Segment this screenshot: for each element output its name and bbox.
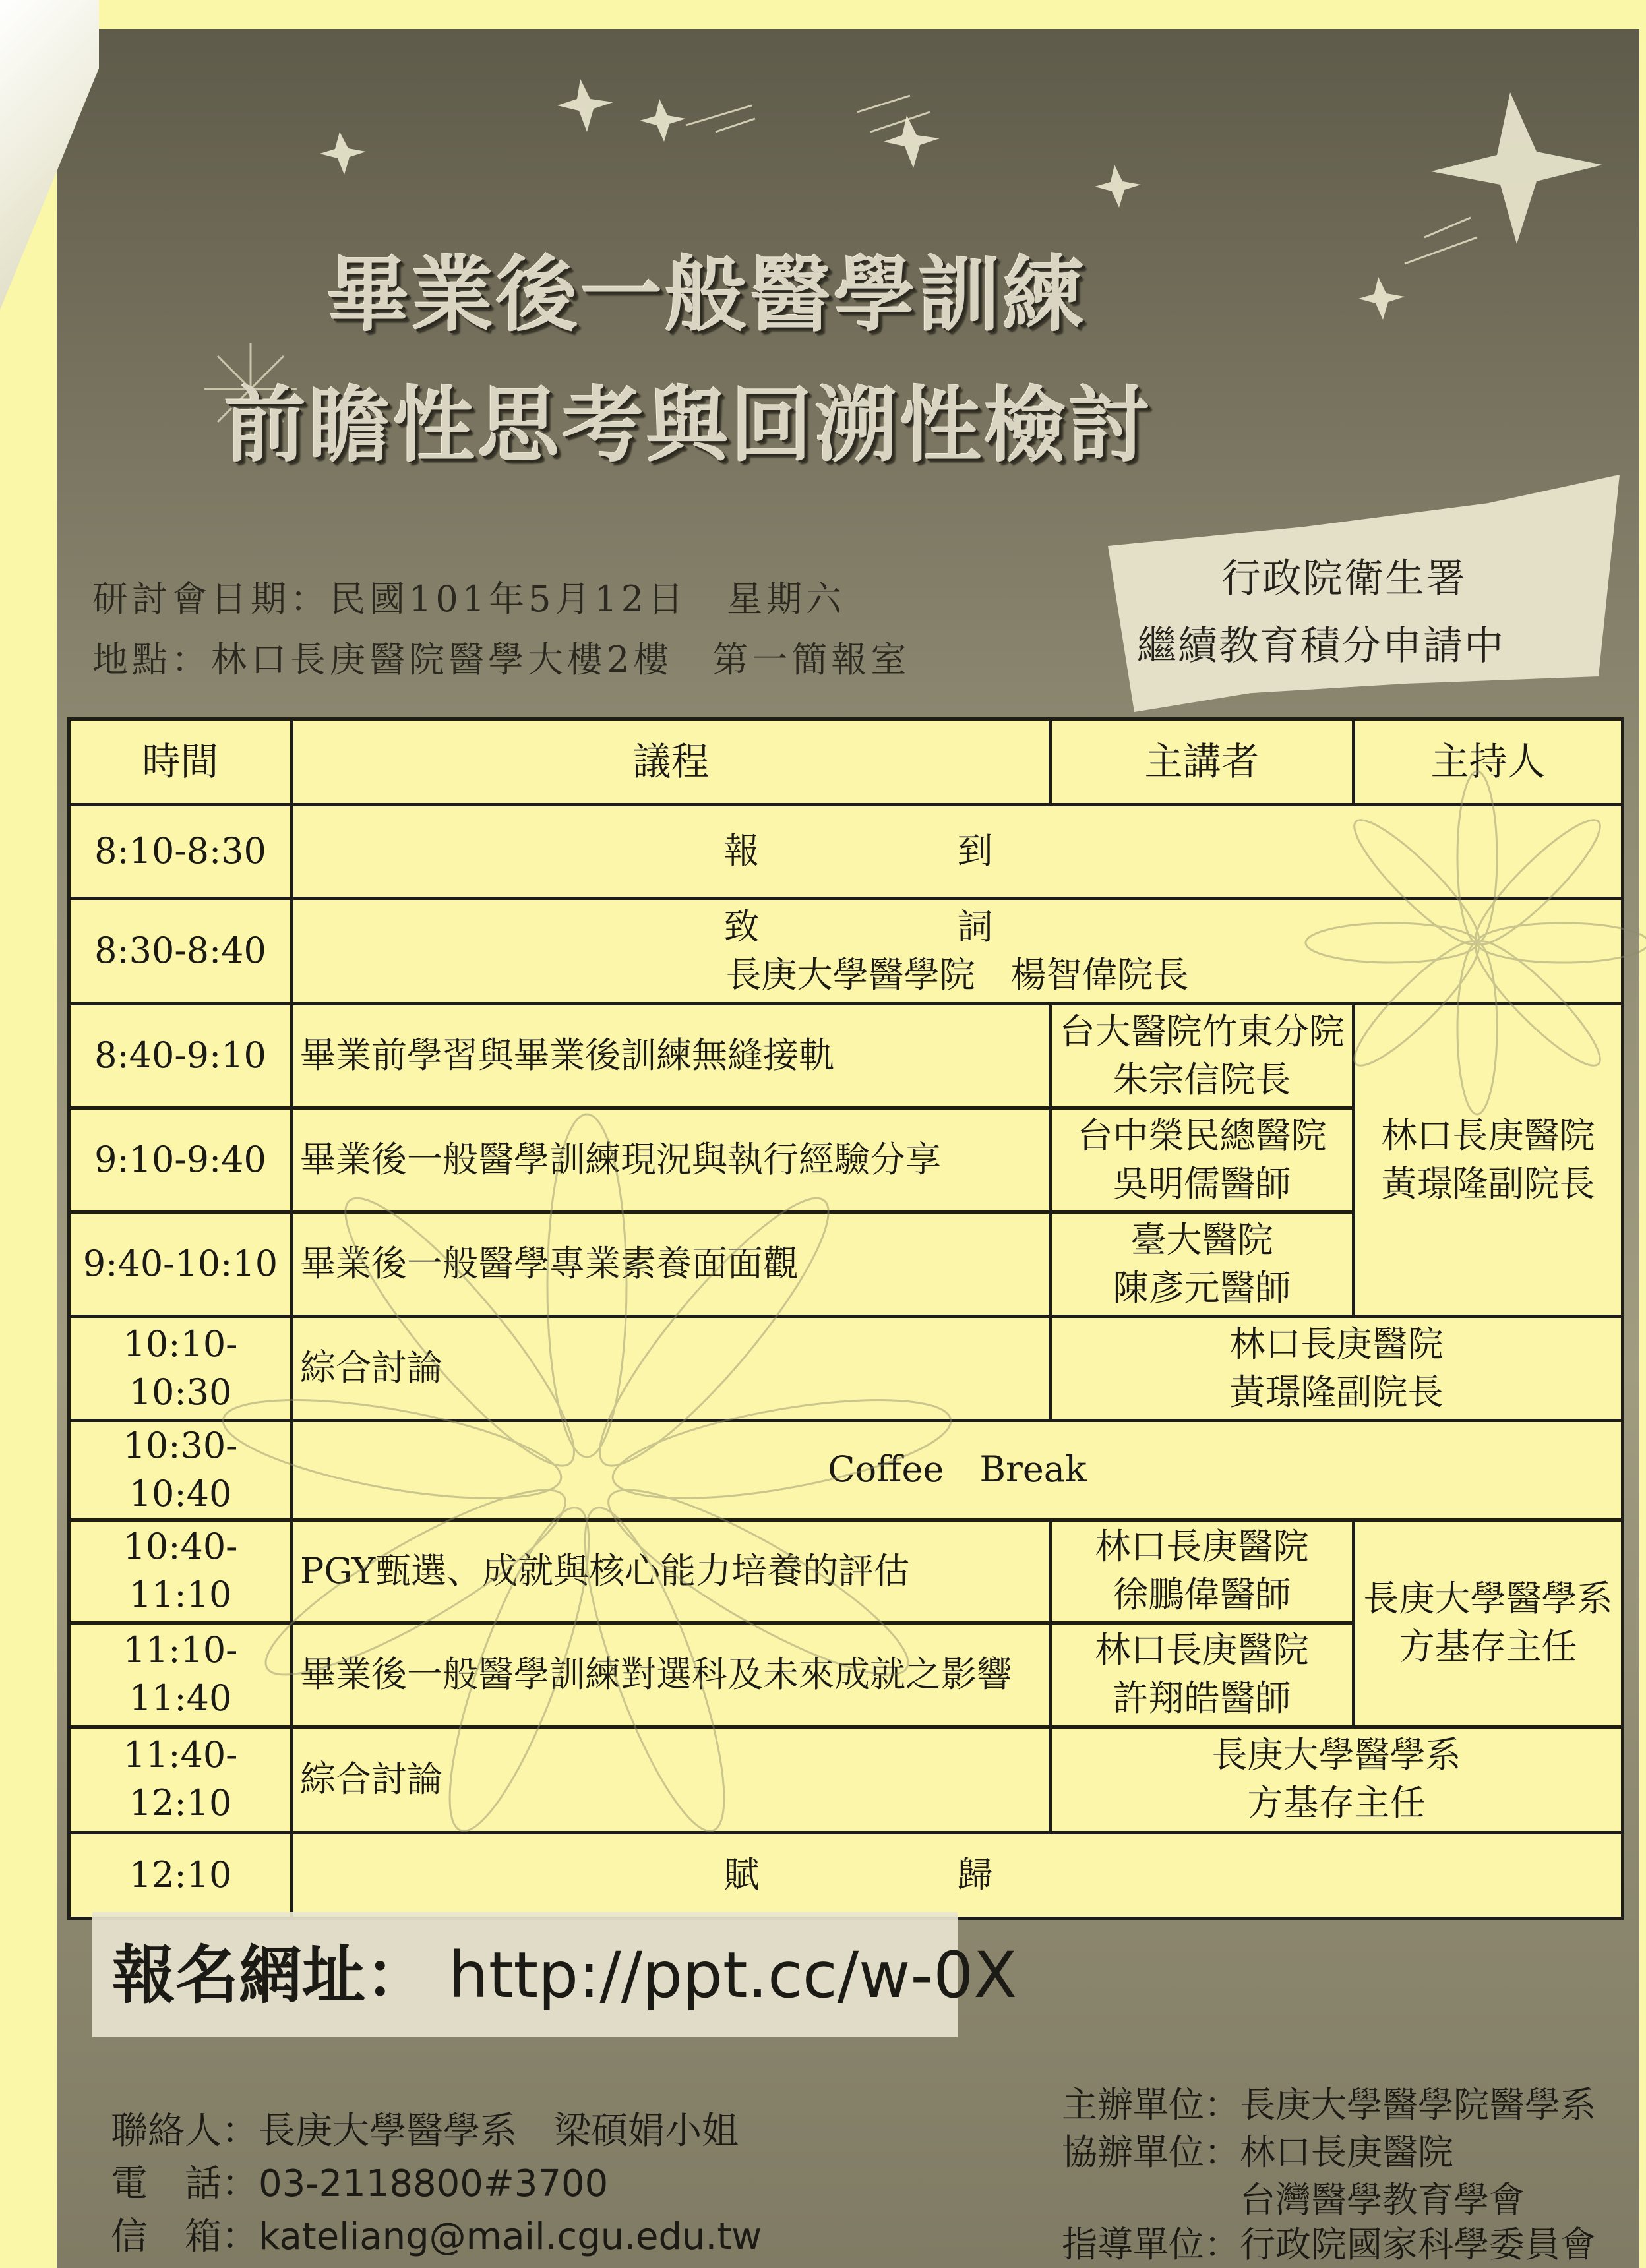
row-agenda: 畢業前學習與畢業後訓練無縫接軌 <box>292 1004 1051 1108</box>
moderator-org: 林口長庚醫院 <box>1381 1114 1595 1156</box>
table-row <box>69 899 1623 1004</box>
speaker-name: 吳明儒醫師 <box>1113 1162 1291 1205</box>
row-time: 9:40-10:10 <box>69 1212 292 1317</box>
table-row <box>69 805 1623 899</box>
row-agenda: 畢業後一般醫學訓練對選科及未來成就之影響 <box>292 1623 1051 1727</box>
contact-email[interactable]: 信 箱：kateliang@mail.cgu.edu.tw <box>111 2215 762 2258</box>
star-icon <box>1358 277 1405 320</box>
table-row <box>69 1520 1623 1623</box>
row-time: 8:10-8:30 <box>69 805 292 899</box>
row-agenda: 賦歸 <box>723 1853 1191 1895</box>
row-time: 10:40-11:10 <box>69 1520 292 1623</box>
registration-line <box>112 1925 1017 2015</box>
registration-label: 報名網址： <box>112 1938 429 2012</box>
row-agenda: Coffee Break <box>292 1421 1623 1520</box>
event-date: 研討會日期：民國101年5月12日 星期六 <box>92 578 846 620</box>
star-icon <box>857 96 930 132</box>
banner-line-2: 繼續教育積分申請中 <box>1137 623 1505 669</box>
row-agenda: PGY甄選、成就與核心能力培養的評估 <box>292 1520 1051 1623</box>
star-icon <box>640 99 686 142</box>
row-time: 9:10-9:40 <box>69 1108 292 1212</box>
moderator-name: 黃璟隆副院長 <box>1381 1162 1595 1205</box>
advisor-unit: 指導單位：行政院國家科學委員會 <box>1062 2224 1596 2265</box>
row-time: 12:10 <box>69 1832 292 1918</box>
speaker-org: 林口長庚醫院 <box>1095 1526 1309 1568</box>
speaker-org: 台中榮民總醫院 <box>1077 1114 1327 1156</box>
discussion-host-name: 方基存主任 <box>1247 1782 1426 1824</box>
title-line-2: 前瞻性思考與回溯性檢討 <box>224 378 1153 473</box>
row-agenda: 畢業後一般醫學訓練現況與執行經驗分享 <box>292 1108 1051 1212</box>
row-time: 11:10-11:40 <box>69 1623 292 1727</box>
speaker-name: 許翔皓醫師 <box>1113 1677 1291 1719</box>
row-agenda: 綜合討論 <box>292 1727 1051 1832</box>
row-agenda: 報到 <box>723 830 1191 872</box>
row-time: 10:30-10:40 <box>69 1421 292 1520</box>
title-line-1: 畢業後一般醫學訓練 <box>327 248 1087 343</box>
table-row <box>69 1317 1623 1421</box>
header-time: 時間 <box>69 719 292 805</box>
star-icon <box>884 115 940 168</box>
large-star-icon <box>1431 92 1602 244</box>
star-icon <box>320 132 366 175</box>
star-icon <box>557 79 613 132</box>
speaker-name: 陳彥元醫師 <box>1113 1267 1291 1309</box>
star-icon <box>1095 165 1141 208</box>
discussion-host-org: 長庚大學醫學系 <box>1211 1734 1461 1776</box>
row-agenda: 綜合討論 <box>292 1317 1051 1421</box>
co-host-unit-2: 台灣醫學教育學會 <box>1240 2179 1525 2221</box>
table-row <box>69 1727 1623 1832</box>
host-unit: 主辦單位：長庚大學醫學院醫學系 <box>1062 2084 1596 2126</box>
row-agenda: 畢業後一般醫學專業素養面面觀 <box>292 1212 1051 1317</box>
registration-url[interactable]: http://ppt.cc/w-0X <box>448 1938 1018 2012</box>
moderator-name: 方基存主任 <box>1399 1626 1577 1668</box>
event-venue: 地點：林口長庚醫院醫學大樓2樓 第一簡報室 <box>92 639 911 680</box>
row-time: 8:40-9:10 <box>69 1004 292 1108</box>
table-row <box>69 1421 1623 1520</box>
discussion-host-org: 林口長庚醫院 <box>1229 1323 1444 1365</box>
star-icon <box>1405 218 1477 264</box>
contact-phone: 電 話：03-2118800#3700 <box>111 2163 609 2205</box>
speaker-name: 徐鵬偉醫師 <box>1113 1574 1291 1616</box>
contact-person: 聯絡人：長庚大學醫學系 梁碩娟小姐 <box>111 2110 739 2153</box>
row-time: 11:40-12:10 <box>69 1727 292 1832</box>
table-row <box>69 1832 1623 1918</box>
speaker-org: 臺大醫院 <box>1130 1218 1273 1261</box>
discussion-host-name: 黃璟隆副院長 <box>1229 1371 1444 1413</box>
speaker-org: 台大醫院竹東分院 <box>1059 1010 1345 1052</box>
opening-speaker: 長庚大學醫學院 楊智偉院長 <box>725 953 1189 996</box>
row-agenda: 致詞 <box>723 905 1191 947</box>
schedule-table <box>67 717 1624 1920</box>
table-row <box>69 1004 1623 1108</box>
row-time: 8:30-8:40 <box>69 899 292 1004</box>
table-header-row <box>69 719 1623 805</box>
speaker-name: 朱宗信院長 <box>1113 1058 1291 1100</box>
row-time: 10:10-10:30 <box>69 1317 292 1421</box>
banner-line-1: 行政院衛生署 <box>1221 556 1467 602</box>
speaker-org: 林口長庚醫院 <box>1095 1629 1309 1671</box>
star-icon <box>686 105 755 132</box>
co-host-unit-1: 協辦單位：林口長庚醫院 <box>1062 2132 1453 2173</box>
header-moderator: 主持人 <box>1354 719 1623 805</box>
header-agenda: 議程 <box>292 719 1051 805</box>
header-speaker: 主講者 <box>1051 719 1354 805</box>
moderator-org: 長庚大學醫學系 <box>1363 1578 1613 1620</box>
